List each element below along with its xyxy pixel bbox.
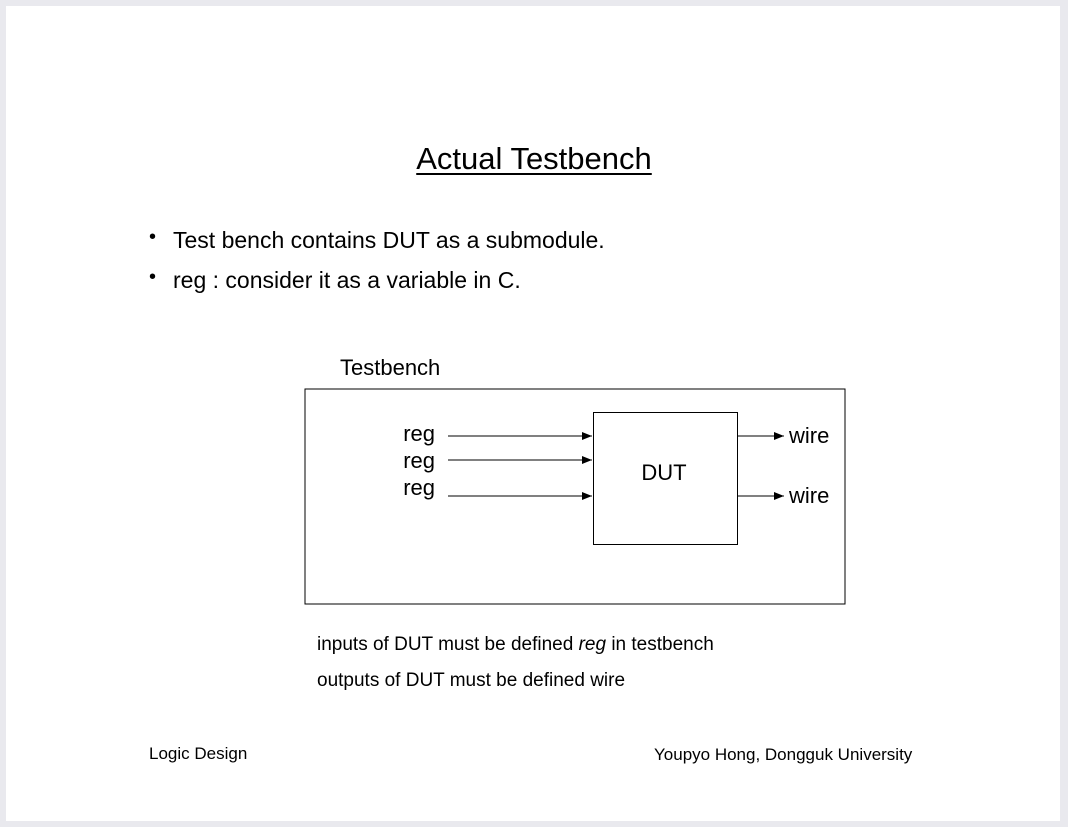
input-label: reg (403, 448, 435, 473)
note-inputs (317, 627, 714, 663)
testbench-diagram (300, 350, 860, 612)
slide-title: Actual Testbench (416, 141, 652, 176)
notes (317, 627, 714, 699)
input-label: reg (403, 421, 435, 446)
note-emphasis: reg (578, 634, 607, 655)
output-label: wire (789, 483, 830, 508)
bullet-icon: • (149, 226, 157, 248)
footer-course: Logic Design (149, 744, 248, 763)
bullet-list (147, 220, 605, 300)
output-label: wire (789, 423, 830, 448)
input-label: reg (403, 475, 435, 500)
dut-label: DUT (641, 460, 687, 485)
footer-author: Youpyo Hong, Dongguk University (654, 745, 913, 764)
bullet-text: reg : consider it as a variable in C. (173, 267, 521, 293)
bullet-icon: • (149, 266, 157, 288)
bullet-item (147, 220, 605, 260)
bullet-item (147, 260, 605, 300)
testbench-label: Testbench (340, 355, 441, 380)
note-text: inputs of DUT must be defined (317, 634, 579, 655)
bullet-text: Test bench contains DUT as a submodule. (173, 227, 605, 253)
note-outputs: outputs of DUT must be defined wire (317, 670, 626, 691)
note-text: in testbench (606, 634, 714, 655)
